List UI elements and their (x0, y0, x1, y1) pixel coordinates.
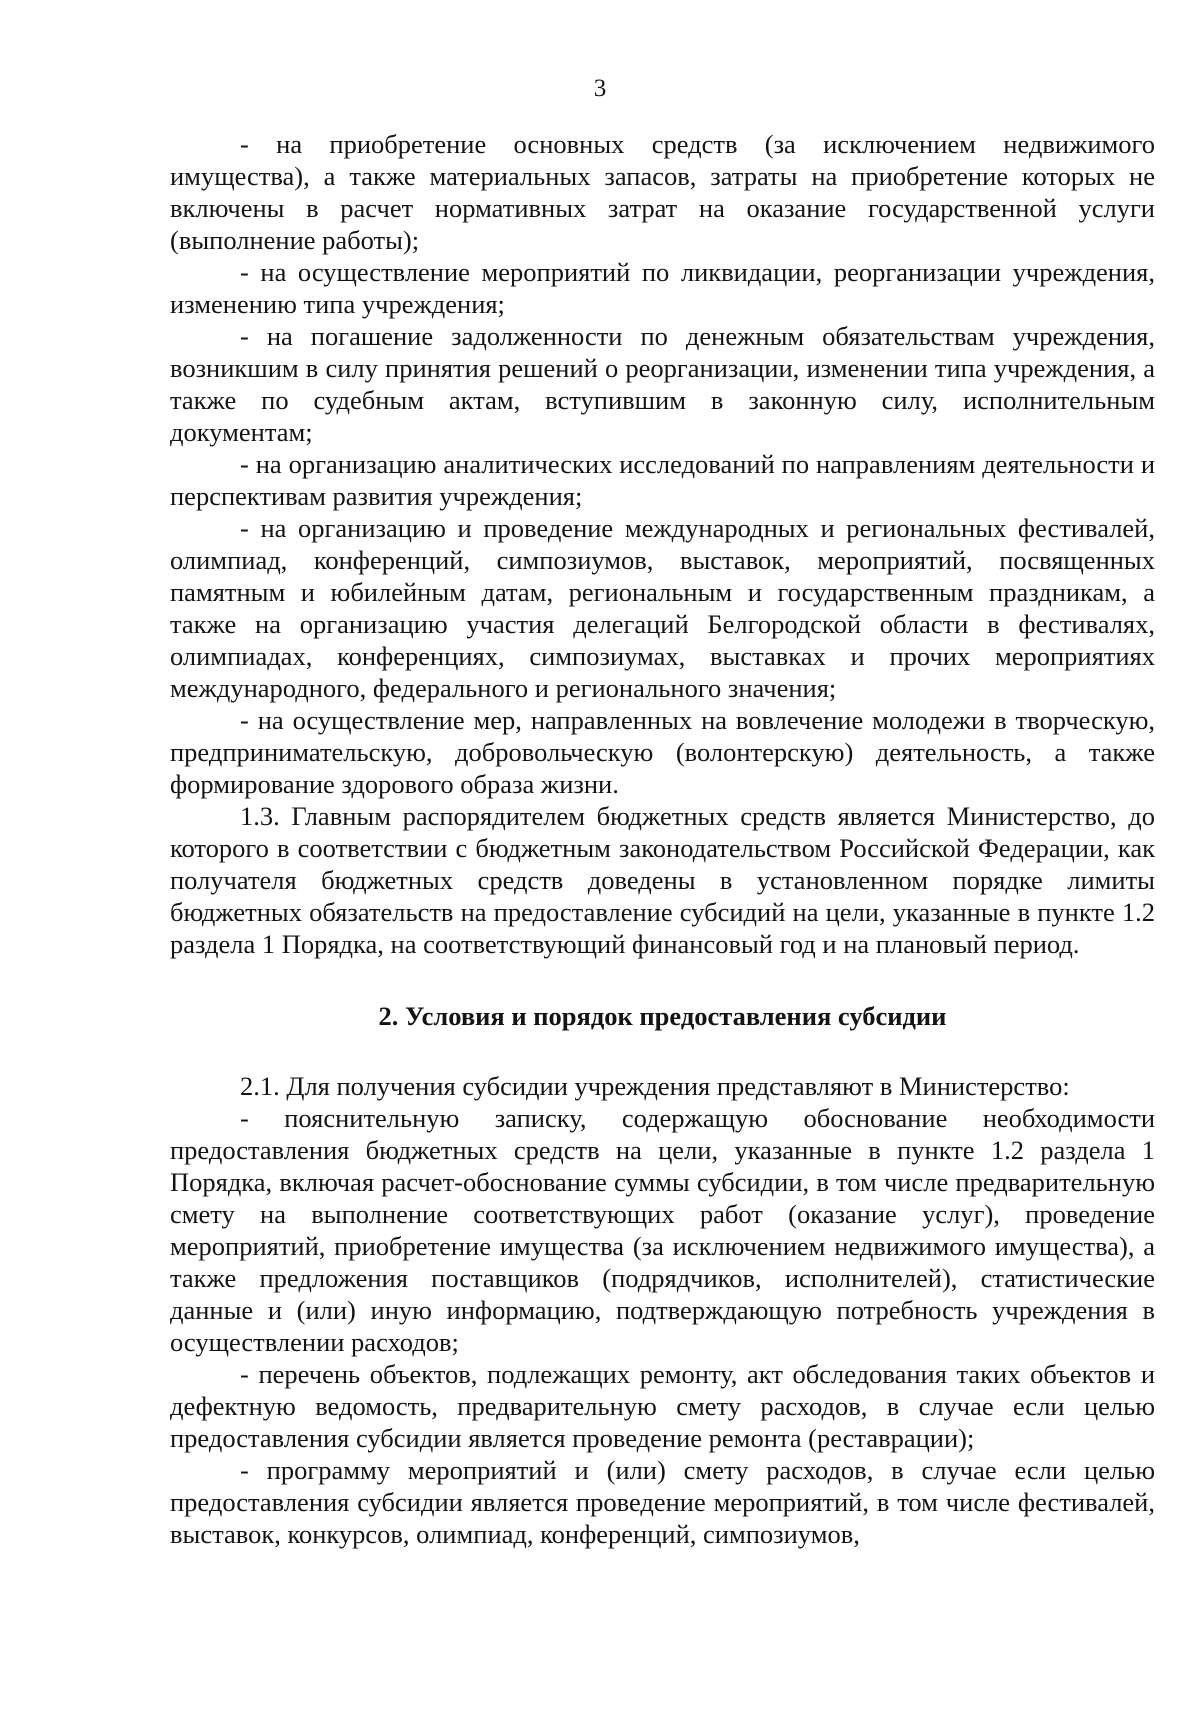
paragraph-explanatory-note: - пояснительную записку, содержащую обоснование необходимости предоставления бюджетных средств на цели, указанные в пункте 1.2 раздела 1 Порядка, включая расчет-обоснование суммы субсидии, в том числе предварительную смету на выполнение соответствующих работ (оказание услуг), проведение мероприятий, приобретение имущества (за исключением недвижимого имущества), а также предложения поставщиков (подрядчиков, исполнителей), статистические данные и (или) иную информацию, подтверждающую потребность учреждения в осуществлении расходов; (170, 1103, 1155, 1357)
document-body (170, 128, 1155, 1550)
paragraph-fixed-assets: - на приобретение основных средств (за исключением недвижимого имущества), а также материальных запасов, затраты на приобретение которых не включены в расчет нормативных затрат на оказание государственной услуги (выполнение работы); (170, 129, 1155, 255)
paragraph-debt-repayment: - на погашение задолженности по денежным обязательствам учреждения, возникшим в силу принятия решений о реорганизации, изменении типа учреждения, а также по судебным актам, вступившим в законную силу, исполнительным документам; (170, 321, 1155, 447)
paragraph-1-3: 1.3. Главным распорядителем бюджетных средств является Министерство, до которого в соответствии с бюджетным законодательством Российской Федерации, как получателя бюджетных средств доведены в установленном порядке лимиты бюджетных обязательств на предоставление субсидий на цели, указанные в пункте 1.2 раздела 1 Порядка, на соответствующий финансовый год и на плановый период. (170, 801, 1155, 959)
paragraph-liquidation: - на осуществление мероприятий по ликвидации, реорганизации учреждения, изменению типа учреждения; (170, 257, 1155, 319)
paragraph-repair-objects: - перечень объектов, подлежащих ремонту, акт обследования таких объектов и дефектную ведомость, предварительную смету расходов, в случае если целью предоставления субсидии является проведение ремонта (реставрации); (170, 1359, 1155, 1453)
paragraph-festivals: - на организацию и проведение международных и региональных фестивалей, олимпиад, конференций, симпозиумов, выставок, мероприятий, посвященных памятным и юбилейным датам, региональным и государственным праздникам, а также на организацию участия делегаций Белгородской области в фестивалях, олимпиадах, конференциях, симпозиумах, выставках и прочих мероприятиях международного, федерального и регионального значения; (170, 513, 1155, 703)
section-2-paragraphs (170, 1070, 1155, 1550)
page-number: 3 (593, 75, 607, 102)
paragraph-analytics: - на организацию аналитических исследований по направлениям деятельности и перспективам развития учреждения; (170, 449, 1155, 511)
section-2-heading: 2. Условия и порядок предоставления субсидии (378, 1001, 947, 1031)
paragraph-2-1: 2.1. Для получения субсидии учреждения представляют в Министерство: (240, 1071, 1070, 1101)
paragraph-event-program: - программу мероприятий и (или) смету расходов, в случае если целью предоставления субсидии является проведение мероприятий, в том числе фестивалей, выставок, конкурсов, олимпиад, конференций, симпозиумов, (170, 1455, 1155, 1549)
intro-paragraphs (170, 128, 1155, 960)
paragraph-youth: - на осуществление мер, направленных на вовлечение молодежи в творческую, предпринимательскую, добровольческую (волонтерскую) деятельность, а также формирование здорового образа жизни. (170, 705, 1155, 799)
